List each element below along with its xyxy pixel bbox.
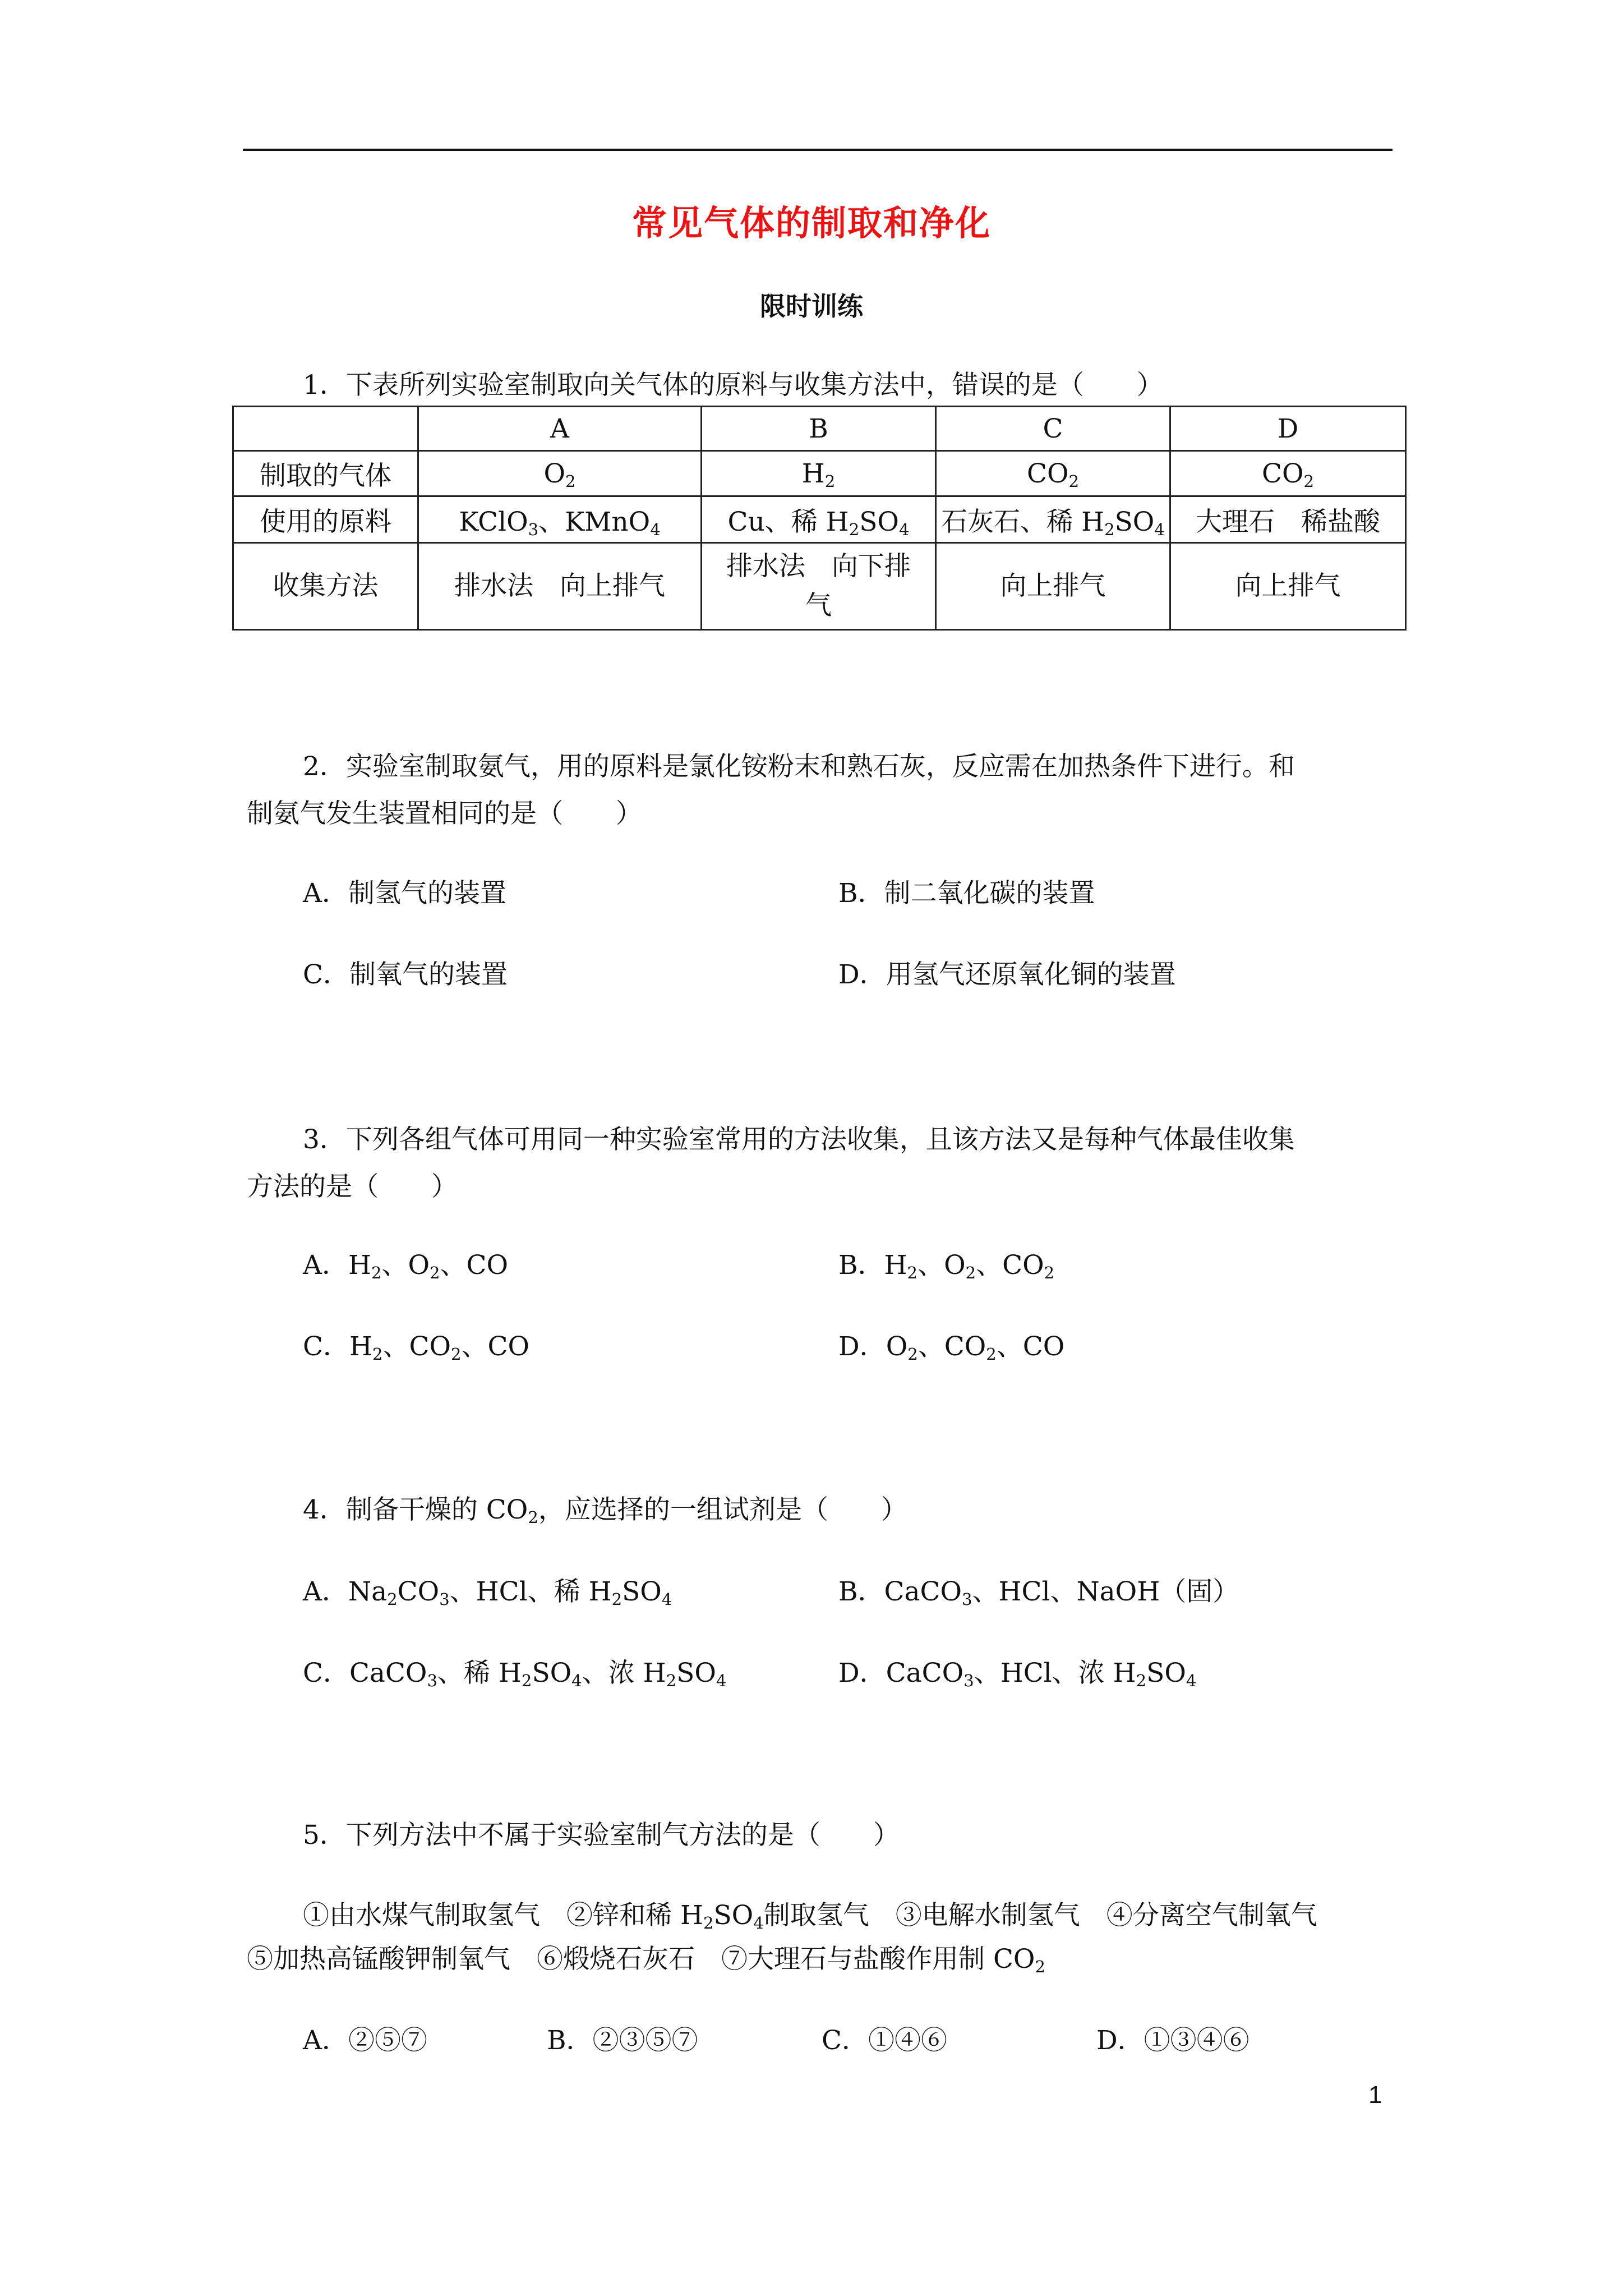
q5-option-d: D．①③④⑥	[1096, 2025, 1249, 2056]
q4-option-d: D．CaCO$_3$、HCl、浓 $H_2SO_4$	[838, 1658, 1197, 1691]
row-label-collect: 收集方法	[233, 543, 418, 630]
question-3-line-1: 3．下列各组气体可用同一种实验室常用的方法收集，且该方法又是每种气体最佳收集	[303, 1124, 1295, 1155]
question-1	[247, 362, 1396, 409]
q2-option-c: C．制氧气的装置	[303, 959, 508, 990]
question-5-items-line-1: ①由水煤气制取氢气 ②锌和稀 $H_2SO_4$制取氢气 ③电解水制氢气 ④分离空气制氧气	[303, 1900, 1317, 1933]
material-cell-a: KClO$_3$、KMnO$_4$	[418, 496, 702, 543]
row-label-material: 使用的原料	[233, 496, 418, 543]
material-cell-c: 石灰石、稀 $H_2SO_4$	[936, 496, 1170, 543]
material-cell-d: 大理石 稀盐酸	[1170, 496, 1406, 543]
q5-option-c: C．①④⑥	[822, 2025, 947, 2056]
q4-option-a: A．$Na_2CO_3$、HCl、稀 $H_2SO_4$	[303, 1576, 672, 1609]
question-5	[247, 1812, 1396, 1859]
q3-option-b: B．$H_2$、$O_2$、$CO_2$	[838, 1250, 1055, 1283]
table-header-d: D	[1170, 407, 1406, 451]
gas-cell-a: $O_2$	[418, 451, 702, 496]
question-1-table	[232, 406, 1407, 631]
question-4	[247, 1487, 1396, 1534]
table-row-material	[233, 496, 1406, 543]
table-header-a: A	[418, 407, 702, 451]
question-3	[247, 1116, 1396, 1211]
table-corner-cell	[233, 407, 418, 451]
question-2	[247, 743, 1396, 838]
table-header-b: B	[702, 407, 936, 451]
row-label-gas: 制取的气体	[233, 451, 418, 496]
q3-option-d: D．$O_2$、$CO_2$、CO	[838, 1331, 1065, 1364]
q2-option-a: A．制氢气的装置	[303, 878, 506, 909]
collect-cell-b: 排水法 向下排 气	[702, 543, 936, 630]
page-subtitle: 限时训练	[760, 291, 863, 321]
question-5-items	[247, 1894, 1396, 1981]
question-5-stem: 5．下列方法中不属于实验室制气方法的是（ ）	[303, 1820, 900, 1851]
gas-cell-d: $CO_2$	[1170, 451, 1406, 496]
q4-option-c: C．CaCO$_3$、稀 $H_2SO_4$、浓 $H_2SO_4$	[303, 1658, 727, 1691]
question-5-items-line-2: ⑤加热高锰酸钾制氧气 ⑥煅烧石灰石 ⑦大理石与盐酸作用制 $CO_2$	[247, 1944, 1045, 1977]
table-header-c: C	[936, 407, 1170, 451]
question-4-stem: 4．制备干燥的 $CO_2$，应选择的一组试剂是（ ）	[303, 1494, 907, 1527]
page-number: 1	[1368, 2081, 1382, 2109]
header-rule	[243, 149, 1393, 151]
question-1-stem: 1．下表所列实验室制取向关气体的原料与收集方法中，错误的是（ ）	[303, 370, 1163, 401]
question-2-line-1: 2．实验室制取氨气，用的原料是氯化铵粉末和熟石灰，反应需在加热条件下进行。和	[303, 751, 1295, 782]
gas-cell-b: $H_2$	[702, 451, 936, 496]
q3-option-a: A．$H_2$、$O_2$、CO	[303, 1250, 509, 1283]
page-title: 常见气体的制取和净化	[631, 203, 991, 243]
table-row-collect	[233, 543, 1406, 630]
gas-cell-c: $CO_2$	[936, 451, 1170, 496]
q4-option-b: B．CaCO$_3$、HCl、NaOH（固）	[838, 1576, 1239, 1609]
collect-cell-c: 向上排气	[936, 543, 1170, 630]
q3-option-c: C．$H_2$、$CO_2$、CO	[303, 1331, 530, 1364]
question-3-line-2: 方法的是（ ）	[247, 1171, 458, 1202]
table-header-row	[233, 407, 1406, 451]
q5-option-a: A．②⑤⑦	[303, 2025, 427, 2056]
q2-option-d: D．用氢气还原氧化铜的装置	[838, 959, 1176, 990]
question-2-line-2: 制氨气发生装置相同的是（ ）	[247, 798, 642, 829]
material-cell-b: Cu、稀 $H_2SO_4$	[702, 496, 936, 543]
q2-option-b: B．制二氧化碳的装置	[838, 878, 1095, 909]
collect-cell-a: 排水法 向上排气	[418, 543, 702, 630]
collect-cell-d: 向上排气	[1170, 543, 1406, 630]
table-row-gas	[233, 451, 1406, 496]
q5-option-b: B．②③⑤⑦	[547, 2025, 698, 2056]
